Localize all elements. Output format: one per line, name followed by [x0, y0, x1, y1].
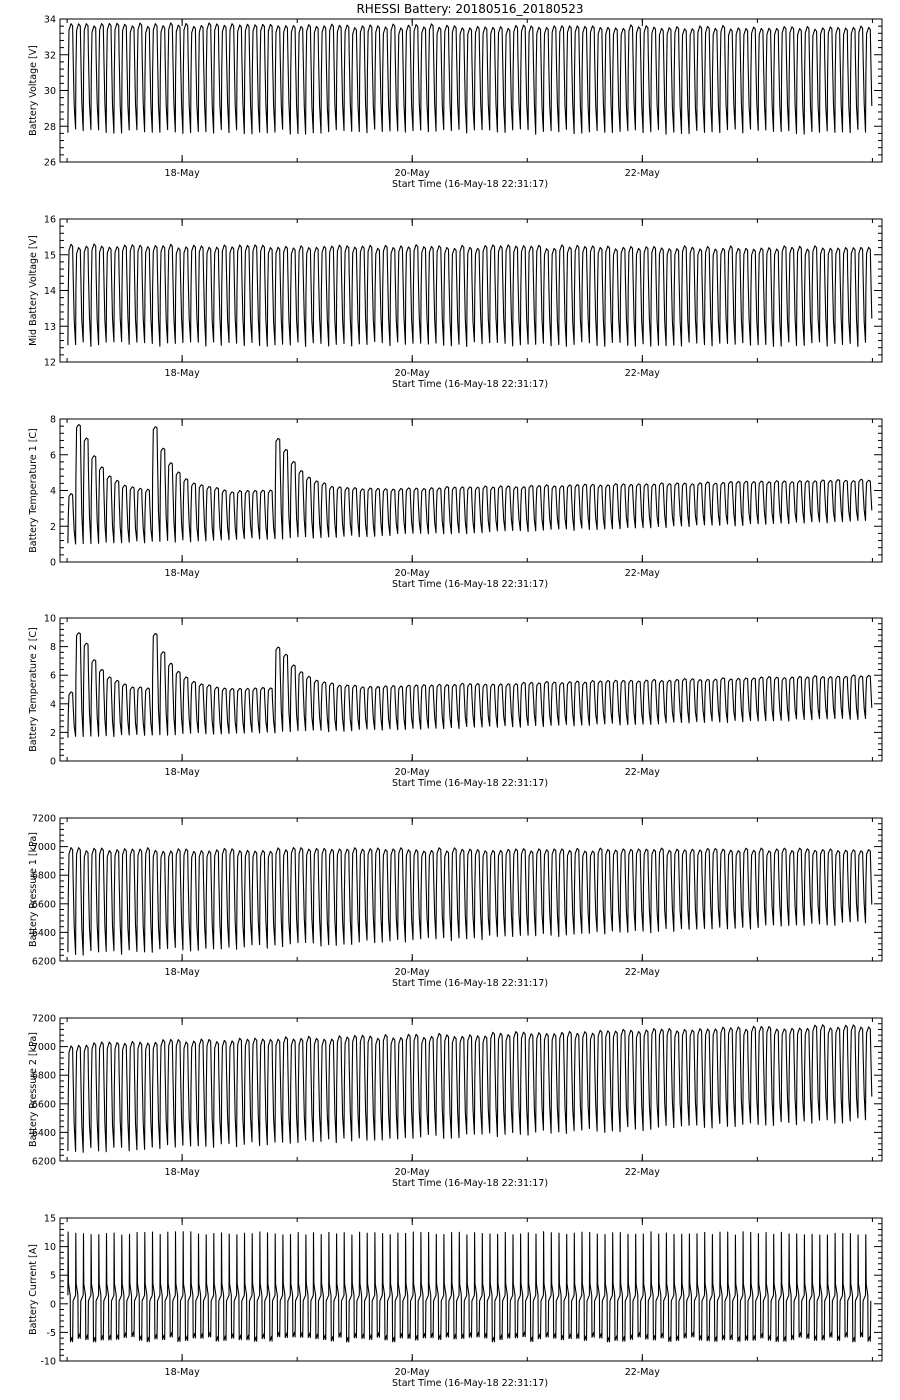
y-tick-label: 13	[43, 321, 56, 333]
y-tick-label: 28	[43, 121, 56, 133]
x-tick-label: 18-May	[164, 1367, 200, 1378]
x-tick-label: 18-May	[164, 168, 200, 179]
y-axis-title: Battery Pressure 2 [kPa]	[28, 1032, 39, 1147]
series-line	[68, 244, 872, 347]
y-tick-label: 6800	[31, 870, 56, 882]
x-axis-title: Start Time (16-May-18 22:31:17)	[391, 778, 549, 789]
y-tick-label: 14	[43, 286, 56, 297]
y-tick-label: 6800	[31, 1070, 56, 1082]
y-axis-title: Battery Temperature 2 [C]	[28, 627, 39, 752]
y-tick-label: 0	[49, 1299, 56, 1311]
y-tick-label: -10	[40, 1356, 56, 1368]
x-tick-label: 22-May	[624, 1167, 660, 1178]
y-tick-label: 6600	[31, 899, 56, 911]
y-tick-label: 2	[49, 727, 56, 739]
x-tick-label: 20-May	[394, 168, 430, 179]
x-tick-label: 18-May	[164, 1167, 200, 1178]
chart-panel	[28, 814, 882, 990]
y-tick-label: 6200	[31, 956, 56, 968]
y-axis-title: Battery Current [A]	[28, 1244, 39, 1335]
chart-panel	[28, 1214, 882, 1390]
x-tick-label: 18-May	[164, 767, 200, 778]
x-tick-label: 22-May	[624, 1367, 660, 1378]
y-tick-label: 0	[49, 557, 56, 569]
y-tick-label: 15	[43, 1213, 56, 1225]
series-line	[68, 1025, 872, 1153]
x-tick-label: 20-May	[394, 368, 430, 379]
x-tick-label: 18-May	[164, 368, 200, 379]
y-tick-label: 7000	[31, 1042, 56, 1054]
x-axis-title: Start Time (16-May-18 22:31:17)	[391, 379, 549, 390]
x-tick-label: 20-May	[394, 767, 430, 778]
series-line	[68, 848, 872, 956]
y-axis-title: Battery Temperature 1 [C]	[28, 428, 39, 553]
x-tick-label: 20-May	[394, 967, 430, 978]
x-tick-label: 20-May	[394, 1367, 430, 1378]
chart-panel	[28, 15, 882, 191]
y-tick-label: 26	[43, 157, 56, 169]
y-tick-label: 7000	[31, 842, 56, 854]
y-tick-label: 10	[43, 1242, 56, 1254]
chart-panel	[28, 614, 882, 790]
chart-panel	[28, 215, 882, 391]
figure-title: RHESSI Battery: 20180516_20180523	[356, 2, 584, 16]
y-tick-label: 12	[43, 357, 56, 369]
y-axis-title: Mid Battery Voltage [V]	[28, 235, 39, 346]
y-tick-label: 0	[49, 756, 56, 768]
series-line	[68, 1232, 871, 1342]
x-tick-label: 22-May	[624, 967, 660, 978]
y-tick-label: 16	[43, 214, 56, 226]
y-tick-label: 2	[49, 521, 56, 533]
x-tick-label: 20-May	[394, 1167, 430, 1178]
y-tick-label: 4	[49, 486, 56, 497]
y-tick-label: 30	[43, 86, 56, 97]
x-tick-label: 22-May	[624, 168, 660, 179]
x-tick-label: 18-May	[164, 568, 200, 579]
y-tick-label: 34	[43, 14, 56, 26]
series-line	[68, 23, 872, 134]
y-tick-label: 6400	[31, 1127, 56, 1139]
y-tick-label: 8	[49, 414, 56, 426]
x-axis-title: Start Time (16-May-18 22:31:17)	[391, 1178, 549, 1189]
y-tick-label: 15	[43, 250, 56, 262]
y-tick-label: 7200	[31, 1013, 56, 1025]
y-tick-label: 4	[49, 699, 56, 711]
chart-panel	[28, 1014, 882, 1190]
y-axis-title: Battery Voltage [V]	[28, 45, 39, 136]
panels	[28, 15, 882, 1390]
x-axis-title: Start Time (16-May-18 22:31:17)	[391, 179, 549, 190]
y-tick-label: -5	[46, 1327, 56, 1339]
y-tick-label: 7200	[31, 813, 56, 825]
y-tick-label: 6	[49, 670, 56, 682]
series-line	[68, 633, 872, 738]
y-tick-label: 5	[49, 1270, 56, 1282]
x-axis-title: Start Time (16-May-18 22:31:17)	[391, 579, 549, 590]
x-tick-label: 18-May	[164, 967, 200, 978]
x-tick-label: 22-May	[624, 767, 660, 778]
series-line	[68, 425, 872, 544]
x-axis-title: Start Time (16-May-18 22:31:17)	[391, 978, 549, 989]
y-axis-title: Battery Pressure 1 [kPa]	[28, 832, 39, 947]
y-tick-label: 6400	[31, 927, 56, 939]
y-tick-label: 32	[43, 50, 56, 62]
x-axis-title: Start Time (16-May-18 22:31:17)	[391, 1378, 549, 1389]
chart-panel	[28, 415, 882, 591]
x-tick-label: 20-May	[394, 568, 430, 579]
y-tick-label: 6	[49, 450, 56, 462]
y-tick-label: 6600	[31, 1099, 56, 1111]
y-tick-label: 6200	[31, 1156, 56, 1168]
y-tick-label: 10	[43, 613, 56, 625]
y-tick-label: 8	[49, 642, 56, 654]
x-tick-label: 22-May	[624, 368, 660, 379]
x-tick-label: 22-May	[624, 568, 660, 579]
